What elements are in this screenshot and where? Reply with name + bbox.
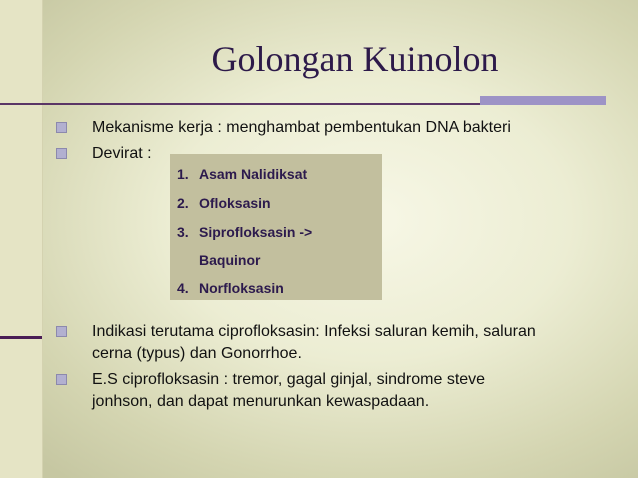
strip-accent <box>0 336 42 339</box>
title-rule-accent <box>480 96 606 105</box>
square-bullet-icon <box>56 374 67 385</box>
derivative-list-box <box>170 154 382 300</box>
bullet-mekanisme: Mekanisme kerja : menghambat pembentukan DNA bakteri <box>56 117 616 139</box>
bullet-devirat: Devirat : <box>56 143 616 165</box>
square-bullet-icon <box>56 326 67 337</box>
list-item: 4. Norfloksasin <box>177 280 284 296</box>
bullet-efek-samping: E.S ciprofloksasin : tremor, gagal ginjal, sindrome steve jonhson, dan dapat menurunkan kewaspadaan. <box>56 369 616 413</box>
list-item: 1. Asam Nalidiksat <box>177 166 308 182</box>
left-strip <box>0 0 43 478</box>
list-item: 2. Ofloksasin <box>177 195 271 211</box>
square-bullet-icon <box>56 148 67 159</box>
bullet-indikasi: Indikasi terutama ciprofloksasin: Infeksi saluran kemih, saluran cerna (typus) dan Gonorrhoe. <box>56 321 616 365</box>
list-item: 3. Siprofloksasin -> <box>177 224 313 240</box>
square-bullet-icon <box>56 122 67 133</box>
slide-title: Golongan Kuinolon <box>211 39 499 79</box>
list-item: Baquinor <box>199 252 261 268</box>
